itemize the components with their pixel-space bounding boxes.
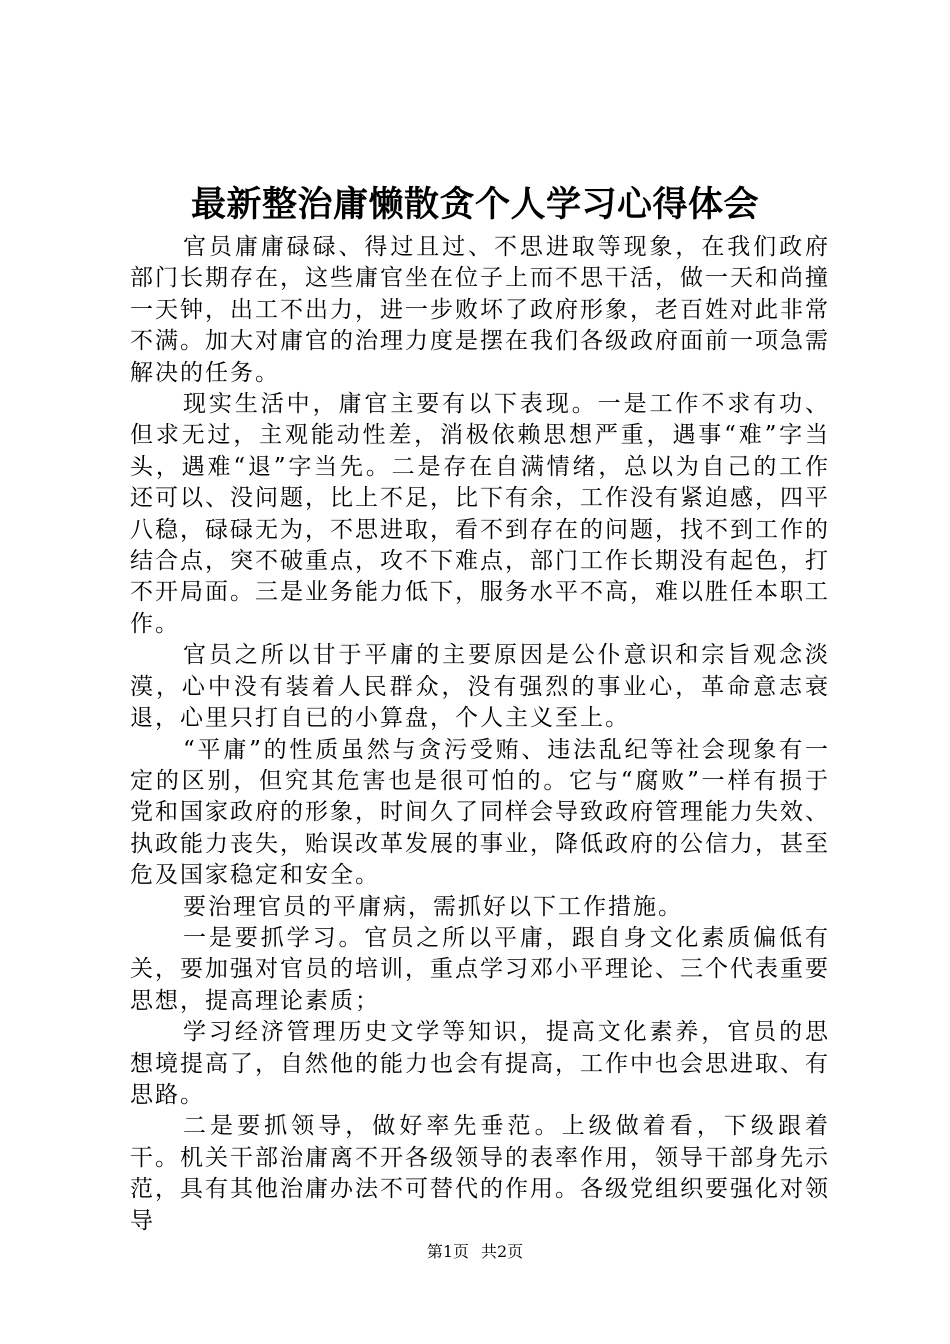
- paragraph: 官员庸庸碌碌、得过且过、不思进取等现象，在我们政府部门长期存在，这些庸官坐在位子上而不思干活，做一天和尚撞一天钟，出工不出力，进一步败坏了政府形象，老百姓对此非常不满。加大对庸官的治理力度是摆在我们各级政府面前一项急需解决的任务。: [130, 234, 830, 386]
- paragraph: 官员之所以甘于平庸的主要原因是公仆意识和宗旨观念淡漠，心中没有装着人民群众，没有强烈的事业心，革命意志衰退，心里只打自已的小算盘，个人主义至上。: [130, 642, 830, 732]
- document-body: [130, 232, 830, 1237]
- page-number-total: 共2页: [481, 1242, 524, 1261]
- paragraph: 二是要抓领导，做好率先垂范。上级做着看，下级跟着干。机关干部治庸离不开各级领导的表率作用，领导干部身先示范，具有其他治庸办法不可替代的作用。各级党组织要强化对领导: [130, 1113, 830, 1234]
- page-footer: [0, 1240, 950, 1264]
- paragraph: 学习经济管理历史文学等知识，提高文化素养，官员的思想境提高了，自然他的能力也会有提高，工作中也会思进取、有思路。: [130, 1019, 830, 1108]
- document-title: 最新整治庸懒散贪个人学习心得体会: [190, 184, 759, 225]
- paragraph: 现实生活中，庸官主要有以下表现。一是工作不求有功、但求无过，主观能动性差，消极依赖思想严重，遇事“难”字当头，遇难“退”字当先。二是存在自满情绪，总以为自己的工作还可以、没问题，比上不足，比下有余，工作没有紧迫感，四平八稳，碌碌无为，不思进取，看不到存在的问题，找不到工作的结合点，突不破重点，攻不下难点，部门工作长期没有起色，打不开局面。三是业务能力低下，服务水平不高，难以胜任本职工作。: [130, 391, 830, 637]
- paragraph: 要治理官员的平庸病，需抓好以下工作措施。: [183, 893, 683, 920]
- paragraph: 一是要抓学习。官员之所以平庸，跟自身文化素质偏低有关，要加强对官员的培训，重点学习邓小平理论、三个代表重要思想，提高理论素质；: [130, 924, 830, 1014]
- paragraph: “平庸”的性质虽然与贪污受贿、违法乱纪等社会现象有一定的区别，但究其危害也是很可怕的。它与“腐败”一样有损于党和国家政府的形象，时间久了同样会导致政府管理能力失效、执政能力丧失，贻误改革发展的事业，降低政府的公信力，甚至危及国家稳定和安全。: [130, 736, 830, 889]
- page-number-current: 第1页: [426, 1242, 469, 1261]
